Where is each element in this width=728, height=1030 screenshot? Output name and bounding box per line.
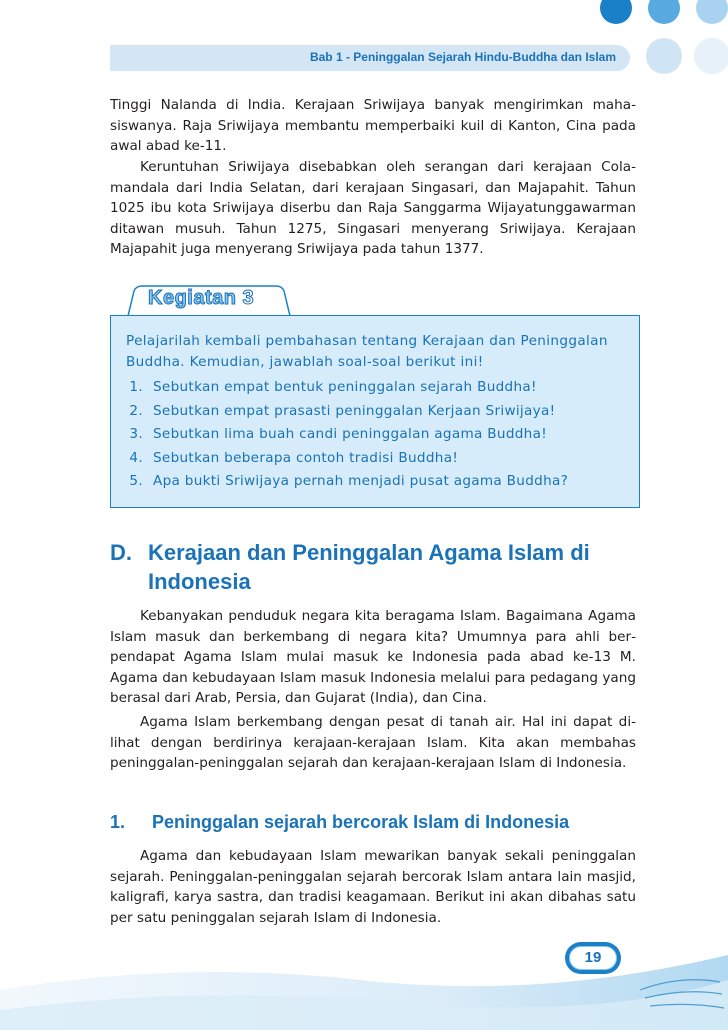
list-item — [121, 376, 631, 400]
section-title-line1: Kerajaan dan Peninggalan Agama Islam di — [148, 540, 590, 565]
item-text: Sebutkan empat bentuk peninggalan sejarah Buddha! — [153, 379, 537, 395]
item-number: 3. — [129, 426, 143, 442]
section-d-paragraph: Kebanyakan penduduk negara kita beragama Islam. Bagaimana Agama Islam masuk dan berkembang di negara kita? Umumnya para ahli berpendapat Agama Islam mulai masuk ke Indonesia pada abad ke-13 M. Agama dan kebudayaan Islam masuk Indonesia melalui para pedagang yang berasal dari Arab, Persia, dan Gujarat (India), dan Cina. — [110, 608, 636, 706]
dot-decoration — [694, 38, 728, 74]
item-text: Apa bukti Sriwijaya pernah menjadi pusat agama Buddha? — [153, 473, 569, 489]
item-number: 4. — [129, 449, 143, 466]
item-text: Sebutkan beberapa contoh tradisi Buddha! — [153, 449, 459, 466]
activity-heading — [148, 287, 254, 310]
footer-wave-decoration — [0, 920, 728, 1030]
item-number: 1. — [129, 379, 143, 395]
section-d-paragraph: Agama Islam berkembang dengan pesat di tanah air. Hal ini dapat dilihat dengan berdirinya kerajaan-kerajaan Islam. Kita akan membahas peninggalan-peninggalan sejarah dan kerajaan-kerajaan Islam di Indonesia. — [110, 714, 636, 771]
subsection-label: 1. — [110, 812, 126, 832]
activity-title: Kegiatan — [148, 287, 237, 309]
section-label: D. — [110, 540, 132, 565]
list-item — [121, 470, 631, 494]
dot-decoration — [696, 0, 728, 24]
dot-decoration — [646, 38, 682, 74]
page-number-badge — [565, 942, 621, 974]
intro-paragraph: Tinggi Nalanda di India. Kerajaan Sriwijaya banyak mengirimkan mahasiswanya. Raja Sriwijaya membantu memperbaiki kuil di Kanton, Cina pada awal abad ke-11. — [110, 97, 636, 154]
activity-question-list — [121, 376, 631, 494]
subsection-paragraph: Agama dan kebudayaan Islam mewarikan banyak sekali peninggalan sejarah. Peninggalan-peninggalan sejarah bercorak Islam antara lain masjid, kaligrafi, karya sastra, dan tradisi keagamaan. Berikut ini akan dibahas satu per satu peninggalan sejarah Islam di Indonesia. — [110, 848, 636, 926]
page-number-inner — [569, 946, 617, 970]
dot-decoration — [648, 0, 680, 24]
item-text: Sebutkan empat prasasti peninggalan Kerjaan Sriwijaya! — [153, 402, 556, 419]
section-title-line2: Indonesia — [148, 569, 251, 594]
subsection-heading — [110, 812, 650, 833]
activity-tab — [126, 285, 291, 315]
item-text: Sebutkan lima buah candi peninggalan agama Buddha! — [153, 426, 547, 442]
intro-paragraph: Keruntuhan Sriwijaya disebabkan oleh serangan dari kerajaan Colamandala dari India Selatan, dari kerajaan Singasari, dan Majapahit. Tahun 1025 ibu kota Sriwijaya diserbu dan Raja Sanggarma Wijayatunggawarman ditawan musuh. Tahun 1275, Singasari menyerang Sriwijaya. Kerajaan Majapahit juga menyerang Sriwijaya pada tahun 1377. — [110, 159, 636, 257]
subsection-title: Peninggalan sejarah bercorak Islam di Indonesia — [152, 812, 570, 832]
page-number: 19 — [584, 949, 602, 966]
list-item — [121, 423, 631, 447]
activity-box — [110, 315, 640, 508]
item-number: 5. — [129, 473, 143, 489]
activity-number: 3 — [242, 287, 255, 309]
dot-decoration — [600, 0, 632, 24]
item-number: 2. — [129, 402, 143, 419]
chapter-header — [110, 45, 630, 71]
list-item — [121, 447, 631, 471]
activity-intro: Pelajarilah kembali pembahasan tentang Kerajaan dan Peninggalan Buddha. Kemudian, jawablah soal-soal berikut ini! — [126, 333, 608, 370]
chapter-title: Bab 1 - Peninggalan Sejarah Hindu-Buddha dan Islam — [309, 50, 616, 64]
list-item — [121, 400, 631, 424]
section-d-heading — [110, 538, 650, 596]
